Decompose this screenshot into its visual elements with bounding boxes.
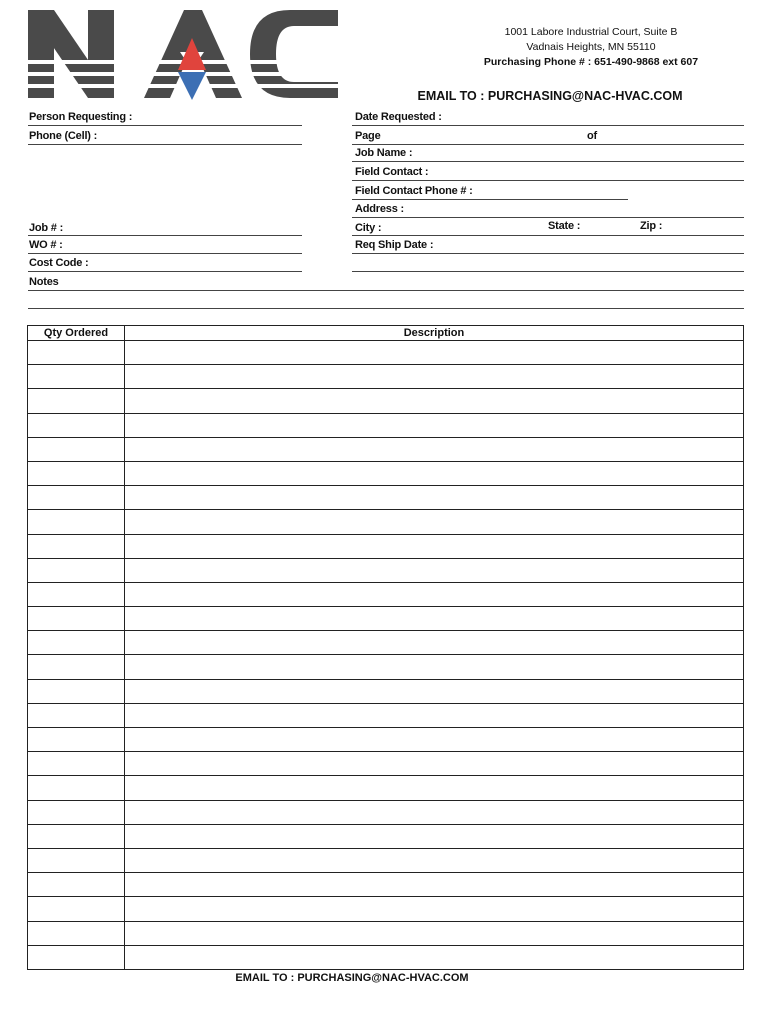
qty-cell[interactable]	[28, 413, 125, 437]
description-cell[interactable]	[125, 534, 744, 558]
description-cell[interactable]	[125, 558, 744, 582]
qty-cell[interactable]	[28, 776, 125, 800]
nac-logo	[28, 8, 340, 102]
items-table-body	[28, 341, 744, 970]
qty-cell[interactable]	[28, 703, 125, 727]
field-contact-phone-label: Field Contact Phone # :	[355, 185, 473, 197]
table-row	[28, 873, 744, 897]
table-row	[28, 437, 744, 461]
qty-cell[interactable]	[28, 558, 125, 582]
qty-ordered-header: Qty Ordered	[28, 326, 125, 341]
description-cell[interactable]	[125, 389, 744, 413]
qty-cell[interactable]	[28, 800, 125, 824]
page-of-label: of	[587, 130, 597, 142]
table-row	[28, 945, 744, 969]
phone-cell-line[interactable]	[28, 144, 302, 145]
description-cell[interactable]	[125, 728, 744, 752]
qty-cell[interactable]	[28, 341, 125, 365]
table-row	[28, 365, 744, 389]
description-cell[interactable]	[125, 679, 744, 703]
description-cell[interactable]	[125, 631, 744, 655]
table-row	[28, 703, 744, 727]
description-cell[interactable]	[125, 921, 744, 945]
description-cell[interactable]	[125, 461, 744, 485]
table-row	[28, 341, 744, 365]
qty-cell[interactable]	[28, 534, 125, 558]
description-cell[interactable]	[125, 752, 744, 776]
page-label: Page	[355, 130, 381, 142]
page-line[interactable]	[352, 144, 744, 145]
description-cell[interactable]	[125, 582, 744, 606]
field-contact-label: Field Contact :	[355, 166, 429, 178]
description-cell[interactable]	[125, 897, 744, 921]
table-row	[28, 461, 744, 485]
table-row	[28, 679, 744, 703]
description-cell[interactable]	[125, 413, 744, 437]
qty-cell[interactable]	[28, 461, 125, 485]
description-cell[interactable]	[125, 776, 744, 800]
req-ship-date-line[interactable]	[352, 253, 744, 254]
table-row	[28, 582, 744, 606]
wo-number-line[interactable]	[28, 253, 302, 254]
zip-label: Zip :	[640, 220, 663, 232]
address-line2: Vadnais Heights, MN 55110	[526, 41, 656, 53]
person-requesting-label: Person Requesting :	[29, 111, 133, 123]
description-cell[interactable]	[125, 365, 744, 389]
description-cell[interactable]	[125, 486, 744, 510]
table-row	[28, 728, 744, 752]
address-line[interactable]	[352, 217, 744, 218]
qty-cell[interactable]	[28, 824, 125, 848]
date-requested-label: Date Requested :	[355, 111, 442, 123]
qty-cell[interactable]	[28, 607, 125, 631]
description-cell[interactable]	[125, 607, 744, 631]
job-name-label: Job Name :	[355, 147, 413, 159]
phone-cell-label: Phone (Cell) :	[29, 130, 98, 142]
table-row	[28, 510, 744, 534]
qty-cell[interactable]	[28, 486, 125, 510]
wo-number-label: WO # :	[29, 239, 63, 251]
description-cell[interactable]	[125, 800, 744, 824]
table-row	[28, 534, 744, 558]
qty-cell[interactable]	[28, 873, 125, 897]
date-requested-line[interactable]	[352, 125, 744, 126]
extra-line[interactable]	[352, 271, 744, 272]
purchasing-phone: Purchasing Phone # : 651-490-9868 ext 607	[483, 56, 699, 68]
req-ship-date-label: Req Ship Date :	[355, 239, 434, 251]
qty-cell[interactable]	[28, 631, 125, 655]
qty-cell[interactable]	[28, 679, 125, 703]
notes-line-1[interactable]	[28, 290, 744, 291]
description-cell[interactable]	[125, 824, 744, 848]
qty-cell[interactable]	[28, 510, 125, 534]
qty-cell[interactable]	[28, 848, 125, 872]
email-header: EMAIL TO : PURCHASING@NAC-HVAC.COM	[417, 89, 683, 103]
job-number-line[interactable]	[28, 235, 302, 236]
table-row	[28, 631, 744, 655]
table-row	[28, 486, 744, 510]
description-cell[interactable]	[125, 510, 744, 534]
qty-cell[interactable]	[28, 752, 125, 776]
table-row	[28, 752, 744, 776]
address-label: Address :	[355, 203, 404, 215]
description-cell[interactable]	[125, 703, 744, 727]
table-row	[28, 558, 744, 582]
table-row	[28, 848, 744, 872]
table-row	[28, 389, 744, 413]
qty-cell[interactable]	[28, 655, 125, 679]
state-label: State :	[548, 220, 581, 232]
footer-email: EMAIL TO : PURCHASING@NAC-HVAC.COM	[235, 972, 469, 984]
qty-cell[interactable]	[28, 437, 125, 461]
notes-label: Notes	[29, 276, 59, 288]
qty-cell[interactable]	[28, 389, 125, 413]
qty-cell[interactable]	[28, 921, 125, 945]
job-number-label: Job # :	[29, 222, 64, 234]
description-cell[interactable]	[125, 945, 744, 969]
table-row	[28, 776, 744, 800]
qty-cell[interactable]	[28, 365, 125, 389]
qty-cell[interactable]	[28, 945, 125, 969]
table-row	[28, 607, 744, 631]
qty-cell[interactable]	[28, 728, 125, 752]
city-label: City :	[355, 222, 382, 234]
description-cell[interactable]	[125, 848, 744, 872]
table-row	[28, 897, 744, 921]
description-cell[interactable]	[125, 437, 744, 461]
job-name-line[interactable]	[352, 161, 744, 162]
field-contact-line[interactable]	[352, 180, 744, 181]
notes-line-2[interactable]	[28, 308, 744, 309]
table-row	[28, 800, 744, 824]
table-row	[28, 413, 744, 437]
table-row	[28, 655, 744, 679]
description-cell[interactable]	[125, 341, 744, 365]
table-header-row	[28, 326, 744, 341]
table-row	[28, 921, 744, 945]
person-requesting-line[interactable]	[28, 125, 302, 126]
table-row	[28, 824, 744, 848]
cost-code-line[interactable]	[28, 271, 302, 272]
description-header: Description	[125, 326, 744, 341]
qty-cell[interactable]	[28, 897, 125, 921]
qty-cell[interactable]	[28, 582, 125, 606]
city-line[interactable]	[352, 235, 744, 236]
cost-code-label: Cost Code :	[29, 257, 89, 269]
description-cell[interactable]	[125, 873, 744, 897]
items-table	[27, 325, 744, 970]
field-contact-phone-line[interactable]	[352, 199, 628, 200]
address-line1: 1001 Labore Industrial Court, Suite B	[504, 26, 678, 38]
description-cell[interactable]	[125, 655, 744, 679]
